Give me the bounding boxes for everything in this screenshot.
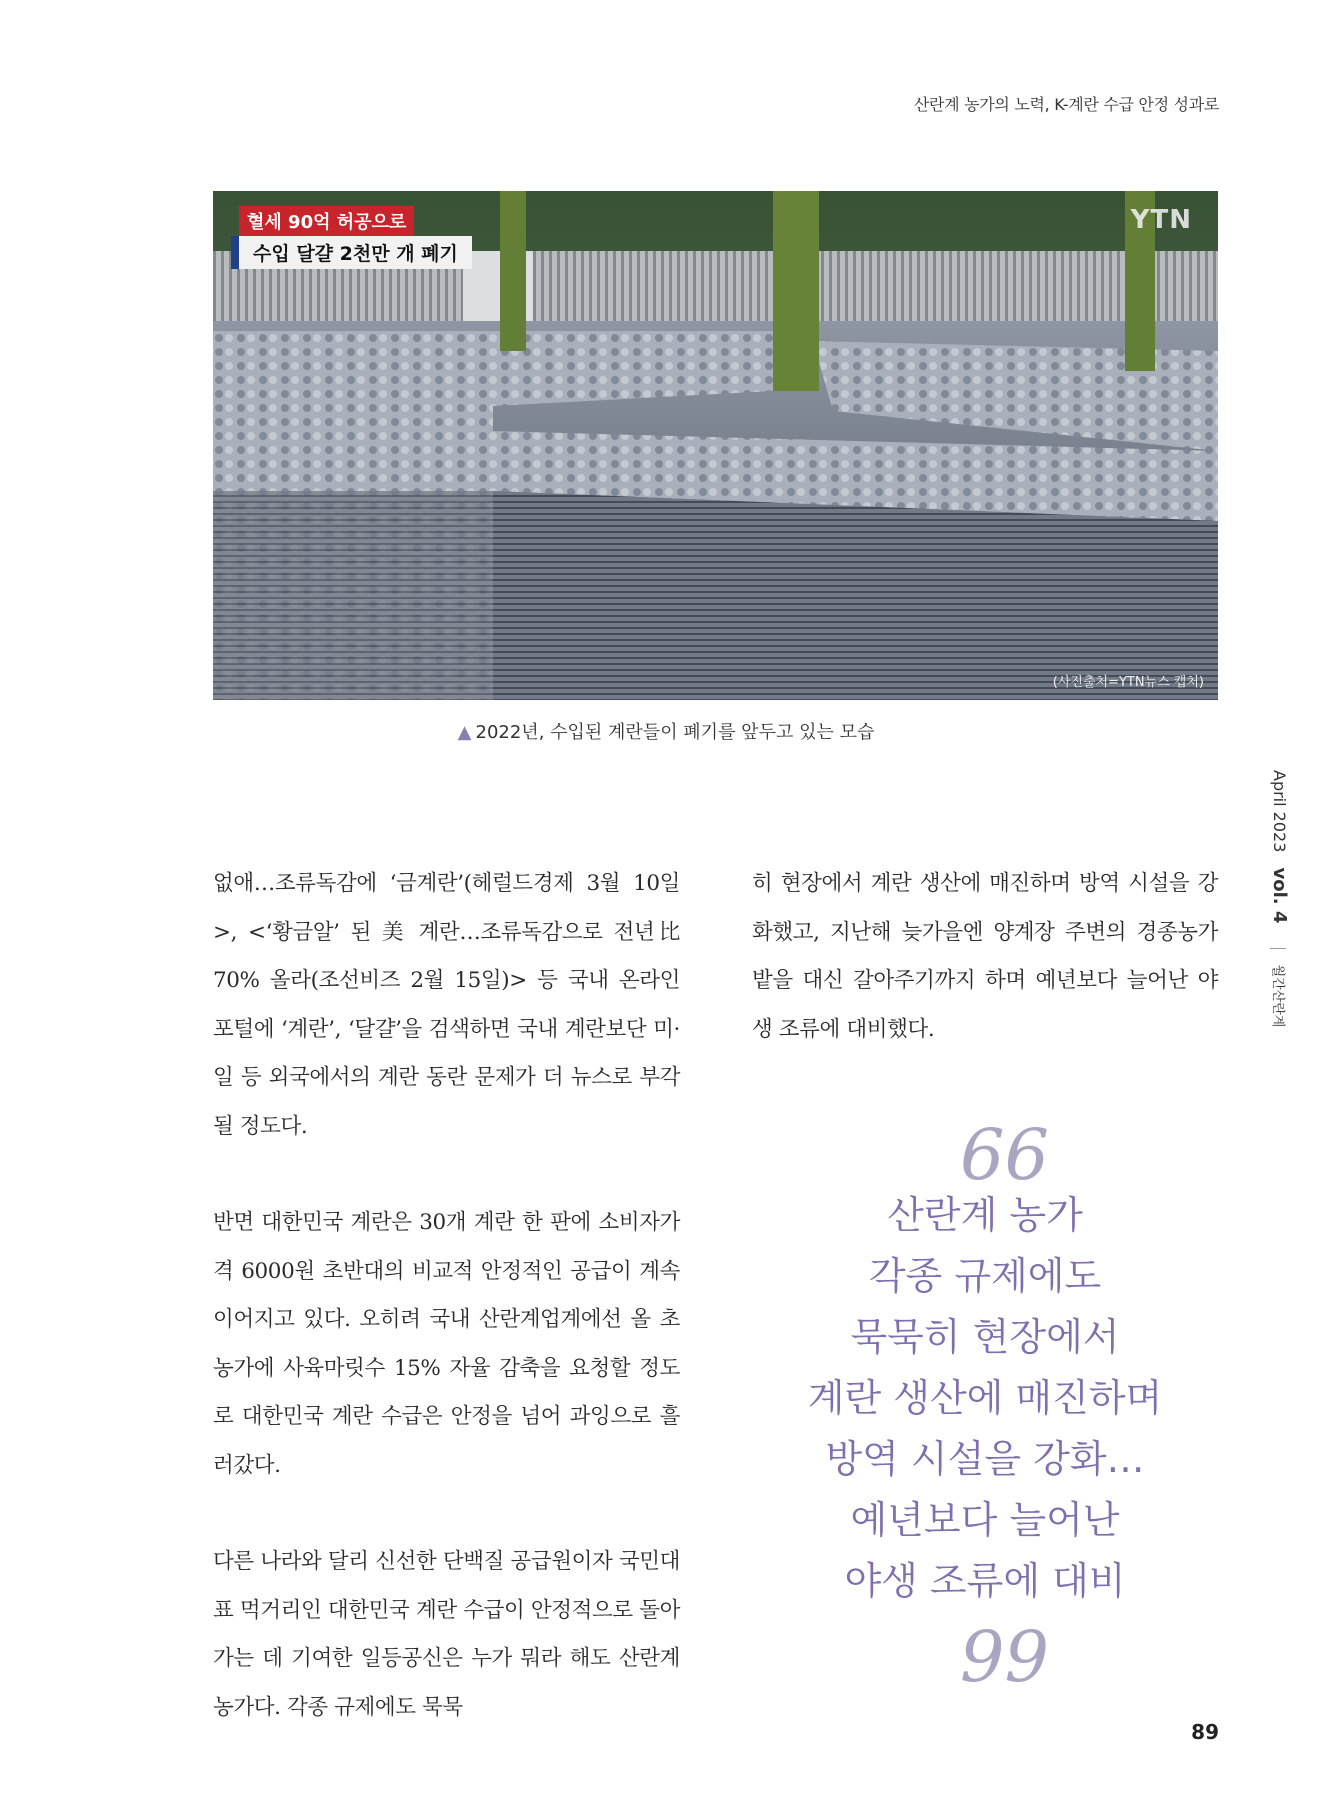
body-column-left (213, 860, 680, 1780)
issue-date: April 2023 (1270, 770, 1289, 853)
body-paragraph: 히 현장에서 계란 생산에 매진하며 방역 시설을 강화했고, 지난해 늦가을엔 양계장 주변의 경종농가 밭을 대신 갈아주기까지 하며 예년보다 늘어난 야생 조류에 대비했다. (752, 871, 1218, 1042)
caption-text: 2022년, 수입된 계란들이 폐기를 앞두고 있는 모습 (475, 722, 875, 743)
pull-quote-line: 야생 조류에 대비 (844, 1559, 1126, 1603)
page-number: 89 (1191, 1720, 1219, 1744)
banner-headline-main: 수입 달걀 2천만 개 폐기 (231, 236, 472, 269)
divider (1271, 948, 1287, 949)
pull-quote (752, 1185, 1218, 1612)
photo-caption (0, 718, 1332, 744)
body-paragraph: 없애…조류독감에 ‘금계란’(헤럴드경제 3월 10일>, <‘황금알’ 된 美 계란…조류독감으로 전년比 70% 올라(조선비즈 2월 15일)> 등 국내 온라인 포털에 ‘계란’, ‘달걀’을 검색하면 국내 계란보단 미·일 등 외국에서의 계란 동란 문제가 더 뉴스로 부각될 정도다. (213, 871, 680, 1139)
body-paragraph: 다른 나라와 달리 신선한 단백질 공급원이자 국민대표 먹거리인 대한민국 계란 수급이 안정적으로 돌아가는 데 기여한 일등공신은 누가 뭐라 해도 산란계 농가다. 각종 규제에도 묵묵 (213, 1549, 680, 1720)
body-column-right (752, 860, 1218, 1102)
triangle-marker-icon: ▲ (457, 722, 472, 743)
open-quote-icon: 66 (960, 1114, 1050, 1196)
pull-quote-line: 묵묵히 현장에서 (850, 1315, 1120, 1359)
magazine-name: 월간산란계 (1270, 964, 1285, 1028)
pull-quote-line: 예년보다 늘어난 (850, 1498, 1120, 1542)
ytn-logo: YTN (1130, 205, 1192, 235)
pull-quote-line: 각종 규제에도 (868, 1254, 1102, 1298)
issue-volume: vol. 4 (1269, 867, 1290, 924)
close-quote-icon: 99 (960, 1616, 1050, 1698)
pull-quote-line: 방역 시설을 강화… (825, 1437, 1145, 1481)
photo-credit: (사진출처=YTN뉴스 캡처) (1052, 675, 1204, 690)
side-tab (1269, 770, 1310, 1028)
header-title: 산란계 농가의 노력, K-계란 수급 안정 성과로 (913, 95, 1219, 114)
banner-headline-red: 혈세 90억 허공으로 (239, 206, 414, 236)
body-paragraph: 반면 대한민국 계란은 30개 계란 한 판에 소비자가격 6000원 초반대의 비교적 안정적인 공급이 계속 이어지고 있다. 오히려 국내 산란계업계에선 올 초 농가에 사육마릿수 15% 자율 감축을 요청할 정도로 대한민국 계란 수급은 안정을 넘어 과잉으로 흘러갔다. (213, 1210, 680, 1478)
pull-quote-line: 계란 생산에 매진하며 (807, 1376, 1163, 1420)
news-banner (231, 206, 472, 269)
pull-quote-line: 산란계 농가 (887, 1193, 1083, 1237)
egg-warehouse-photo (213, 191, 1218, 700)
